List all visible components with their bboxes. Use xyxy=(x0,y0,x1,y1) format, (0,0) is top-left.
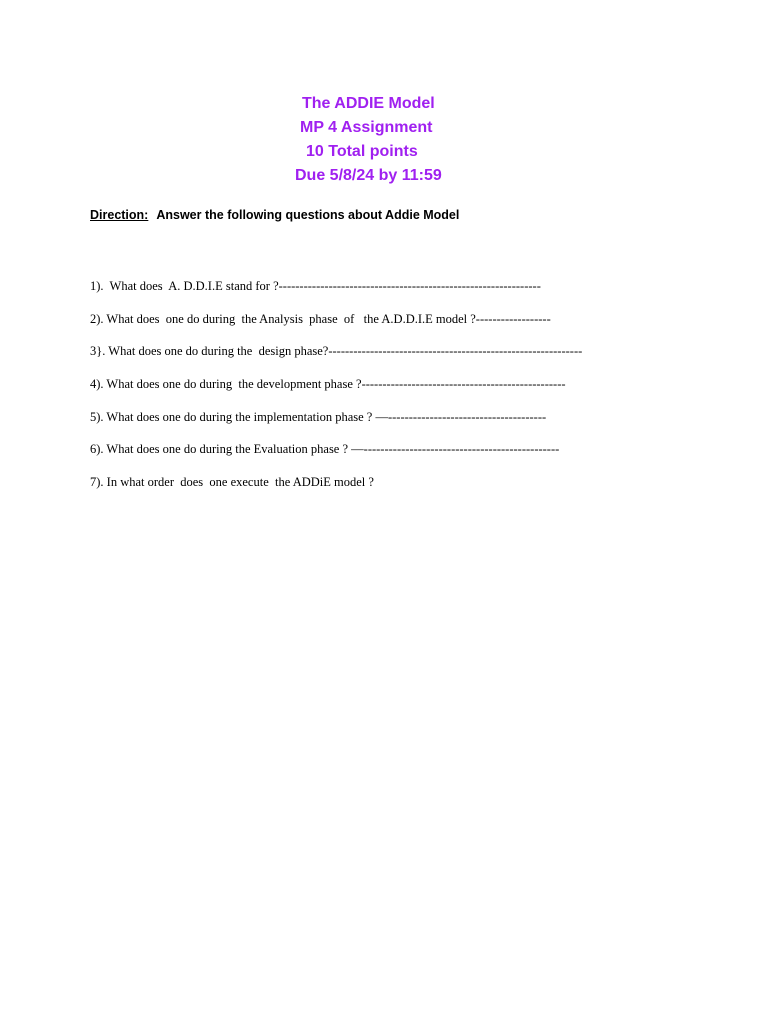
question-1: 1). What does A. D.D.I.E stand for ?--------------------------------------------------------------- xyxy=(90,279,541,293)
question-5: 5). What does one do during the implementation phase ? —-------------------------------------- xyxy=(90,410,547,424)
question-4: 4). What does one do during the development phase ?------------------------------------------------- xyxy=(90,377,566,391)
assignment-name: MP 4 Assignment xyxy=(300,119,433,136)
direction-line xyxy=(90,207,459,223)
total-points: 10 Total points xyxy=(306,143,418,160)
question-2: 2). What does one do during the Analysis phase of the A.D.D.I.E model ?------------------ xyxy=(90,312,551,326)
document-title: The ADDIE Model xyxy=(302,95,435,112)
direction-text: Answer the following questions about Addie Model xyxy=(156,208,460,222)
question-3: 3}. What does one do during the design phase?------------------------------------------------------------- xyxy=(90,344,583,358)
due-date: Due 5/8/24 by 11:59 xyxy=(295,167,442,184)
direction-label: Direction: xyxy=(90,208,149,222)
question-6: 6). What does one do during the Evaluation phase ? —----------------------------------------------- xyxy=(90,442,560,456)
question-7: 7). In what order does one execute the ADDiE model ? xyxy=(90,475,374,489)
